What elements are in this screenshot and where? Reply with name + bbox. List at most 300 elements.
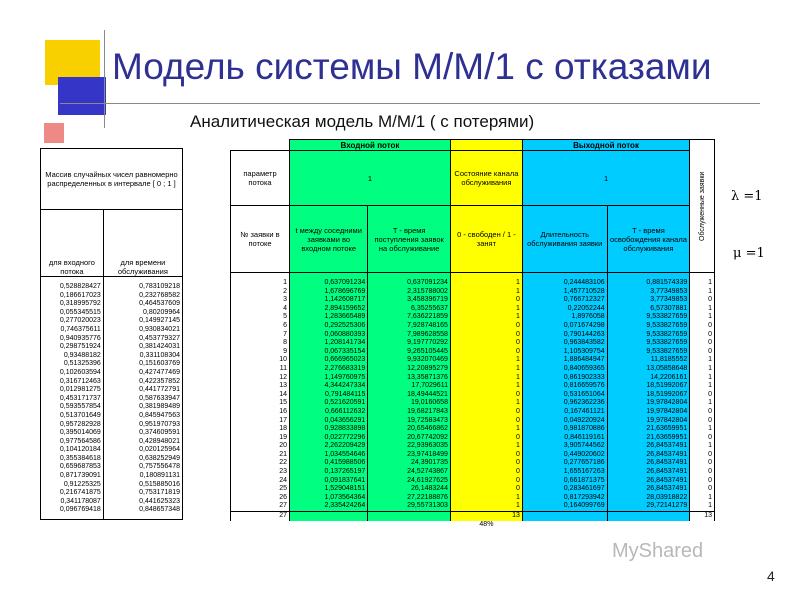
table-cell: 22 xyxy=(231,459,290,468)
col-state: 0 - свободен / 1 - занят xyxy=(450,206,522,273)
table-row xyxy=(41,421,183,430)
table-cell: 0,80209964 xyxy=(103,309,182,318)
table-cell: 1,457710528 xyxy=(522,288,607,297)
table-cell: 0,318995792 xyxy=(41,300,104,309)
table-row xyxy=(41,283,183,292)
table-cell: 0,316712463 xyxy=(41,378,104,387)
table-cell: 0,666112632 xyxy=(290,408,368,417)
mu-value: μ =1 xyxy=(733,246,765,261)
table-row xyxy=(41,300,183,309)
table-cell: 1,283665489 xyxy=(290,313,368,322)
table-cell: 0,277020023 xyxy=(41,317,104,326)
slide-subtitle: Аналитическая модель М/М/1 ( с потерями) xyxy=(190,112,535,131)
table-row xyxy=(41,403,183,412)
table-cell: 1 xyxy=(690,279,715,288)
col-interarrival: t между соседними заявками во входном потоке xyxy=(290,206,368,273)
decor-blue-square xyxy=(58,77,106,115)
table-cell: 0,043656291 xyxy=(290,417,368,426)
table-cell: 0,637091234 xyxy=(290,279,368,288)
footer-percent: 48% xyxy=(479,520,494,528)
table-row xyxy=(41,455,183,464)
table-cell: 0 xyxy=(690,434,715,443)
table-cell: 19,0160658 xyxy=(368,399,451,408)
table-cell: 22,93963035 xyxy=(368,442,451,451)
table-row xyxy=(41,309,183,318)
table-cell: 2,276683319 xyxy=(290,365,368,374)
col-request-number: № заявки в потоке xyxy=(231,206,290,273)
table-cell: 0,381424031 xyxy=(103,343,182,352)
table-cell: 0,528828427 xyxy=(41,283,104,292)
table-cell: 0 xyxy=(450,434,522,443)
table-cell: 0,91225325 xyxy=(41,481,104,490)
table-cell: 6,35255637 xyxy=(368,305,451,314)
table-cell: 0 xyxy=(690,417,715,426)
table-cell: 0,298751924 xyxy=(41,343,104,352)
table-cell: 7,636221859 xyxy=(368,313,451,322)
table-row xyxy=(231,442,715,451)
table-cell: 0,22052244 xyxy=(522,305,607,314)
table-cell: 18,49444521 xyxy=(368,391,451,400)
channel-state-label: Состояние канала обслуживания xyxy=(450,151,522,206)
table-cell: 14,2206161 xyxy=(607,374,690,383)
table-cell: 0,167461121 xyxy=(522,408,607,417)
table-cell: 0,012981275 xyxy=(41,386,104,395)
table-cell: 26,84537491 xyxy=(607,485,690,494)
table-cell: 0,881574339 xyxy=(607,279,690,288)
table-cell: 0 xyxy=(450,339,522,348)
table-cell: 0 xyxy=(450,468,522,477)
table-row xyxy=(231,288,715,297)
table-cell: 10 xyxy=(231,356,290,365)
table-row xyxy=(41,335,183,344)
table-cell: 1,105309754 xyxy=(522,348,607,357)
table-row xyxy=(231,451,715,460)
table-cell: 25 xyxy=(231,485,290,494)
table-cell: 29,72141279 xyxy=(607,502,690,511)
table-cell: 0,277657186 xyxy=(522,459,607,468)
table-cell: 9,533827659 xyxy=(607,339,690,348)
table-cell: 7,928748165 xyxy=(368,322,451,331)
table-cell: 0,661871375 xyxy=(522,477,607,486)
table-cell: 1 xyxy=(450,313,522,322)
table-cell: 1 xyxy=(690,442,715,451)
table-cell: 19,68217843 xyxy=(368,408,451,417)
table-cell: 0,940935776 xyxy=(41,335,104,344)
table-cell: 1 xyxy=(690,305,715,314)
table-row xyxy=(231,494,715,503)
table-cell: 0 xyxy=(690,408,715,417)
table-cell: 15 xyxy=(231,399,290,408)
table-row xyxy=(41,498,183,507)
table-cell: 0,020125964 xyxy=(103,446,182,455)
table-cell: 20 xyxy=(231,442,290,451)
table-cell: 1,208141734 xyxy=(290,339,368,348)
table-cell: 0,848657348 xyxy=(103,506,182,515)
col-input-random: для входного потока xyxy=(41,210,104,277)
table-cell: 0,449020602 xyxy=(522,451,607,460)
table-cell: 0,666965023 xyxy=(290,356,368,365)
table-cell: 0,441625323 xyxy=(103,498,182,507)
table-cell: 0 xyxy=(450,459,522,468)
table-cell: 1,073564364 xyxy=(290,494,368,503)
table-cell: 21,63659951 xyxy=(607,434,690,443)
table-cell: 1 xyxy=(231,279,290,288)
table-cell: 0,232768582 xyxy=(103,292,182,301)
table-cell: 3 xyxy=(231,296,290,305)
table-cell: 0,292525306 xyxy=(290,322,368,331)
table-cell: 1 xyxy=(690,313,715,322)
table-row xyxy=(231,365,715,374)
table-cell: 0,521620591 xyxy=(290,399,368,408)
table-cell: 24,61927625 xyxy=(368,477,451,486)
table-row xyxy=(231,305,715,314)
table-cell: 0,871739091 xyxy=(41,472,104,481)
random-numbers-table xyxy=(40,148,183,520)
table-cell: 0,513701649 xyxy=(41,412,104,421)
table-cell: 23 xyxy=(231,468,290,477)
table-row xyxy=(231,477,715,486)
table-cell: 1 xyxy=(690,374,715,383)
table-cell: 0 xyxy=(690,322,715,331)
table-cell: 0,757556478 xyxy=(103,463,182,472)
table-cell: 1 xyxy=(690,425,715,434)
param-input-value: 1 xyxy=(290,151,451,206)
table-cell: 0,422357852 xyxy=(103,378,182,387)
table-cell: 0,244483106 xyxy=(522,279,607,288)
table-cell: 20,65466862 xyxy=(368,425,451,434)
table-cell: 0,381989489 xyxy=(103,403,182,412)
table-cell: 1 xyxy=(690,365,715,374)
table-cell: 0,441772791 xyxy=(103,386,182,395)
table-cell: 19,97842804 xyxy=(607,408,690,417)
table-cell: 0 xyxy=(450,391,522,400)
param-output-value: 1 xyxy=(522,151,689,206)
table-row xyxy=(41,352,183,361)
table-row xyxy=(231,425,715,434)
table-cell: 0,453171737 xyxy=(41,395,104,404)
table-cell: 17,7029611 xyxy=(368,382,451,391)
table-cell: 1,678696769 xyxy=(290,288,368,297)
table-row xyxy=(41,317,183,326)
table-cell: 9 xyxy=(231,348,290,357)
table-cell: 26,84537491 xyxy=(607,468,690,477)
table-cell: 12,20895279 xyxy=(368,365,451,374)
table-cell: 13,05858648 xyxy=(607,365,690,374)
table-cell: 0,951970793 xyxy=(103,421,182,430)
left-table-header: Массив случайных чисел равномерно распределенных в интервале [ 0 ; 1 ] xyxy=(41,149,183,210)
footer-state: 13 xyxy=(450,512,522,521)
table-cell: 19,97842804 xyxy=(607,417,690,426)
param-label: параметр потока xyxy=(231,151,290,206)
table-cell: 24,3901735 xyxy=(368,459,451,468)
table-cell: 0,104120184 xyxy=(41,446,104,455)
table-cell: 19,72583473 xyxy=(368,417,451,426)
table-cell: 0,164099769 xyxy=(522,502,607,511)
col-release-time: T - время освобождения канала обслуживания xyxy=(607,206,690,273)
group-input-flow: Входной поток xyxy=(290,140,451,151)
table-cell: 0,137265197 xyxy=(290,468,368,477)
table-cell: 0 xyxy=(450,485,522,494)
table-cell: 0 xyxy=(450,417,522,426)
table-cell: 0,962362236 xyxy=(522,399,607,408)
table-cell: 18 xyxy=(231,425,290,434)
table-row xyxy=(41,438,183,447)
table-cell: 0,149927145 xyxy=(103,317,182,326)
table-cell: 1 xyxy=(690,399,715,408)
table-row xyxy=(41,378,183,387)
table-cell: 7,989628558 xyxy=(368,331,451,340)
table-row xyxy=(231,356,715,365)
table-cell: 0,817293942 xyxy=(522,494,607,503)
table-cell: 3,77349853 xyxy=(607,296,690,305)
table-cell: 0,102603594 xyxy=(41,369,104,378)
table-cell: 6,57307881 xyxy=(607,305,690,314)
table-cell: 0,928833898 xyxy=(290,425,368,434)
table-cell: 0 xyxy=(690,331,715,340)
table-row xyxy=(41,326,183,335)
table-cell: 0,791484115 xyxy=(290,391,368,400)
table-cell: 0,022772296 xyxy=(290,434,368,443)
table-cell: 1 xyxy=(450,356,522,365)
table-row xyxy=(41,360,183,369)
decor-vertical-line xyxy=(104,30,105,128)
table-cell: 1 xyxy=(450,442,522,451)
table-cell: 0 xyxy=(690,391,715,400)
table-row xyxy=(231,459,715,468)
table-cell: 18,51992067 xyxy=(607,382,690,391)
table-row xyxy=(231,374,715,383)
col-service-random: для времени обслуживания xyxy=(103,210,182,277)
table-row xyxy=(41,386,183,395)
table-cell: 1 xyxy=(450,399,522,408)
table-cell: 0 xyxy=(450,477,522,486)
table-cell: 1 xyxy=(690,502,715,511)
table-row xyxy=(231,408,715,417)
table-cell: 0 xyxy=(690,339,715,348)
table-cell: 0,963843582 xyxy=(522,339,607,348)
table-cell: 1,529048151 xyxy=(290,485,368,494)
table-cell: 0,091837641 xyxy=(290,477,368,486)
col-arrival-time: T - время поступления заявок на обслуживание xyxy=(368,206,451,273)
table-cell: 1,034554646 xyxy=(290,451,368,460)
table-cell: 0,846119161 xyxy=(522,434,607,443)
table-row xyxy=(41,481,183,490)
table-row xyxy=(41,506,183,515)
footer-no: 27 xyxy=(231,512,290,521)
table-cell: 0,096769418 xyxy=(41,506,104,515)
table-cell: 26,1483244 xyxy=(368,485,451,494)
table-cell: 9,533827659 xyxy=(607,313,690,322)
table-cell: 9,533827659 xyxy=(607,322,690,331)
table-cell: 5 xyxy=(231,313,290,322)
table-row xyxy=(231,502,715,511)
table-cell: 0 xyxy=(690,477,715,486)
table-cell: 24 xyxy=(231,477,290,486)
table-cell: 11,8185552 xyxy=(607,356,690,365)
table-cell: 0,593557854 xyxy=(41,403,104,412)
table-cell: 0,453779327 xyxy=(103,335,182,344)
table-cell: 13,35871376 xyxy=(368,374,451,383)
table-cell: 11 xyxy=(231,365,290,374)
table-cell: 26,84537491 xyxy=(607,459,690,468)
col-service-duration: Длительность обслуживания заявки xyxy=(522,206,607,273)
table-cell: 0,180891131 xyxy=(103,472,182,481)
table-cell: 0,783109218 xyxy=(103,283,182,292)
table-cell: 0,753171819 xyxy=(103,489,182,498)
table-row xyxy=(231,485,715,494)
table-cell: 7 xyxy=(231,331,290,340)
table-cell: 0 xyxy=(690,451,715,460)
table-cell: 2,262209429 xyxy=(290,442,368,451)
slide-title: Модель системы М/М/1 с отказами xyxy=(112,46,712,87)
table-row xyxy=(41,463,183,472)
table-cell: 9,932070469 xyxy=(368,356,451,365)
table-cell: 0,055345515 xyxy=(41,309,104,318)
table-cell: 26,84537491 xyxy=(607,451,690,460)
table-cell: 0,746375611 xyxy=(41,326,104,335)
table-row xyxy=(41,292,183,301)
table-row xyxy=(231,417,715,426)
table-row xyxy=(231,296,715,305)
table-row xyxy=(231,279,715,288)
table-cell: 0,341178087 xyxy=(41,498,104,507)
table-row xyxy=(41,369,183,378)
table-cell: 9,533827659 xyxy=(607,348,690,357)
table-cell: 3,905744562 xyxy=(522,442,607,451)
table-cell: 0,957282928 xyxy=(41,421,104,430)
table-row xyxy=(41,343,183,352)
table-cell: 0,51325396 xyxy=(41,360,104,369)
table-cell: 26,84537491 xyxy=(607,477,690,486)
table-cell: 28,03918822 xyxy=(607,494,690,503)
table-cell: 8 xyxy=(231,339,290,348)
table-cell: 0 xyxy=(450,451,522,460)
table-cell: 1,886484947 xyxy=(522,356,607,365)
table-cell: 1 xyxy=(690,382,715,391)
table-cell: 0,355384618 xyxy=(41,455,104,464)
table-cell: 3,458396719 xyxy=(368,296,451,305)
table-cell: 0,283461697 xyxy=(522,485,607,494)
table-cell: 27 xyxy=(231,502,290,511)
table-row xyxy=(231,434,715,443)
group-output-flow: Выходной поток xyxy=(522,140,689,151)
table-row xyxy=(231,468,715,477)
table-row xyxy=(41,395,183,404)
table-cell: 14 xyxy=(231,391,290,400)
table-cell: 0,766712327 xyxy=(522,296,607,305)
table-cell: 9,197770292 xyxy=(368,339,451,348)
simulation-table xyxy=(230,139,715,529)
table-cell: 0,977564586 xyxy=(41,438,104,447)
footer-served: 13 xyxy=(690,512,715,521)
table-cell: 0,93488182 xyxy=(41,352,104,361)
table-row xyxy=(41,429,183,438)
table-cell: 0 xyxy=(450,408,522,417)
table-cell: 2,335424264 xyxy=(290,502,368,511)
table-cell: 0 xyxy=(450,296,522,305)
table-cell: 29,55731303 xyxy=(368,502,451,511)
table-row xyxy=(231,391,715,400)
table-cell: 0 xyxy=(690,348,715,357)
table-cell: 4 xyxy=(231,305,290,314)
table-cell: 0,930834021 xyxy=(103,326,182,335)
table-cell: 27,22188876 xyxy=(368,494,451,503)
table-cell: 0,151603769 xyxy=(103,360,182,369)
table-cell: 0,981870886 xyxy=(522,425,607,434)
table-cell: 0,861902333 xyxy=(522,374,607,383)
table-row xyxy=(41,489,183,498)
table-cell: 0,531651064 xyxy=(522,391,607,400)
served-label: Обслуженные заявки xyxy=(698,171,706,241)
table-cell: 0,638252949 xyxy=(103,455,182,464)
table-cell: 1,8976058 xyxy=(522,313,607,322)
footer-row xyxy=(231,512,715,521)
table-cell: 0,790144263 xyxy=(522,331,607,340)
lambda-value: λ =1 xyxy=(731,189,763,204)
table-cell: 17 xyxy=(231,417,290,426)
table-cell: 0 xyxy=(690,296,715,305)
table-cell: 16 xyxy=(231,408,290,417)
table-cell: 1 xyxy=(450,502,522,511)
table-cell: 21 xyxy=(231,451,290,460)
table-row xyxy=(41,412,183,421)
table-cell: 0,464537609 xyxy=(103,300,182,309)
table-cell: 1 xyxy=(450,425,522,434)
table-cell: 1 xyxy=(450,494,522,503)
table-row xyxy=(231,339,715,348)
table-cell: 0,331108304 xyxy=(103,352,182,361)
table-row xyxy=(41,446,183,455)
table-cell: 1 xyxy=(690,288,715,297)
table-cell: 4,344247334 xyxy=(290,382,368,391)
table-cell: 0,515885016 xyxy=(103,481,182,490)
table-cell: 0 xyxy=(690,485,715,494)
table-cell: 0,216741875 xyxy=(41,489,104,498)
table-cell: 0 xyxy=(450,331,522,340)
table-cell: 0 xyxy=(690,459,715,468)
table-row xyxy=(231,331,715,340)
table-cell: 26,84537491 xyxy=(607,442,690,451)
table-cell: 0,067335154 xyxy=(290,348,368,357)
table-cell: 0,071674298 xyxy=(522,322,607,331)
table-cell: 18,51992067 xyxy=(607,391,690,400)
table-cell: 24,52743867 xyxy=(368,468,451,477)
table-cell: 0,428948021 xyxy=(103,438,182,447)
page-number: 4 xyxy=(767,568,775,584)
table-cell: 1,655167263 xyxy=(522,468,607,477)
table-cell: 1 xyxy=(690,494,715,503)
table-cell: 0,049220924 xyxy=(522,417,607,426)
table-row xyxy=(41,472,183,481)
table-cell: 21,63659951 xyxy=(607,425,690,434)
table-cell: 1 xyxy=(450,374,522,383)
table-cell: 0,427477469 xyxy=(103,369,182,378)
table-cell: 6 xyxy=(231,322,290,331)
table-cell: 1 xyxy=(450,279,522,288)
table-cell: 19 xyxy=(231,434,290,443)
table-cell: 0,637091234 xyxy=(368,279,451,288)
table-cell: 19,97842804 xyxy=(607,399,690,408)
table-cell: 0 xyxy=(690,468,715,477)
table-cell: 0 xyxy=(450,322,522,331)
table-cell: 0,845947563 xyxy=(103,412,182,421)
table-cell: 1 xyxy=(450,382,522,391)
table-cell: 0,587633947 xyxy=(103,395,182,404)
table-row xyxy=(231,399,715,408)
decor-red-square xyxy=(44,123,64,143)
table-cell: 0,659687853 xyxy=(41,463,104,472)
table-cell: 0,374609591 xyxy=(103,429,182,438)
